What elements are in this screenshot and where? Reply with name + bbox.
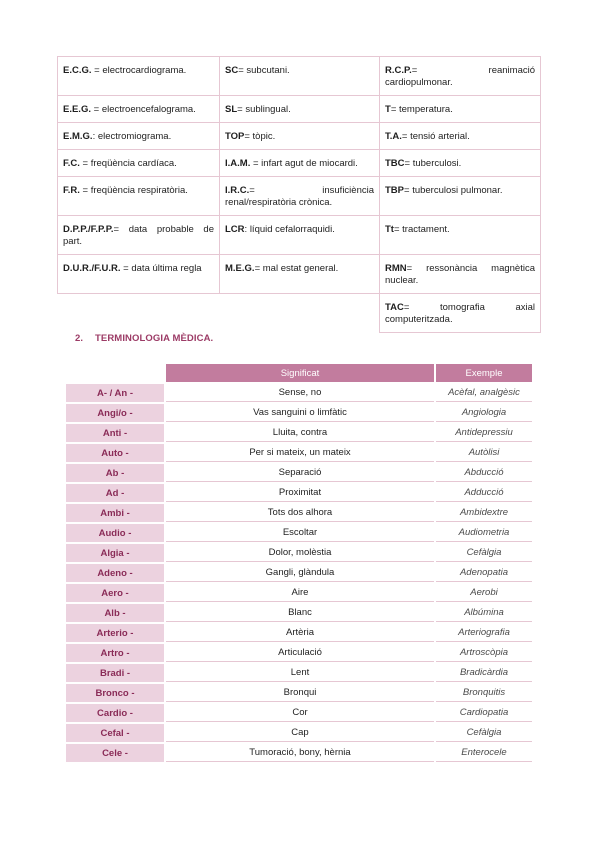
meaning-cell: Tumoració, bony, hèrnia	[166, 744, 434, 762]
abbreviation-cell	[220, 57, 380, 96]
prefix-cell: Ad -	[66, 484, 164, 502]
example-cell: Autòlisi	[436, 444, 532, 462]
abbreviation-cell	[220, 123, 380, 150]
header-meaning: Significat	[166, 364, 434, 382]
abbreviation-separator: =	[406, 263, 427, 274]
terminology-row	[66, 724, 532, 742]
terminology-table	[64, 362, 534, 764]
meaning-cell: Cor	[166, 704, 434, 722]
abbreviation-separator: =	[393, 224, 403, 235]
abbreviation-separator: =	[237, 104, 246, 115]
abbreviation-cell	[58, 177, 220, 216]
abbreviation-separator: =	[90, 104, 102, 115]
abbreviation-term: F.R.	[63, 185, 80, 196]
abbreviation-cell	[58, 57, 220, 96]
abbreviation-term: D.U.R./F.U.R.	[63, 263, 121, 274]
abbreviation-definition: tuberculosi.	[412, 158, 462, 169]
abbreviations-table	[57, 56, 541, 333]
abbreviation-separator: =	[238, 65, 247, 76]
prefix-cell: Aero -	[66, 584, 164, 602]
prefix-cell: Artro -	[66, 644, 164, 662]
terminology-row	[66, 664, 532, 682]
terminology-row	[66, 744, 532, 762]
abbreviation-definition: sublingual.	[245, 104, 291, 115]
abbreviation-row	[58, 294, 541, 333]
abbreviation-definition: freqüència cardíaca.	[90, 158, 177, 169]
prefix-cell: A- / An -	[66, 384, 164, 402]
abbreviation-cell	[380, 255, 541, 294]
abbreviation-row	[58, 123, 541, 150]
abbreviation-cell	[220, 150, 380, 177]
abbreviation-term: R.C.P.	[385, 65, 412, 76]
terminology-row	[66, 644, 532, 662]
abbreviations-table-body	[58, 57, 541, 333]
prefix-cell: Cardio -	[66, 704, 164, 722]
abbreviation-separator: =	[403, 302, 440, 313]
meaning-cell: Vas sanguini o limfàtic	[166, 404, 434, 422]
prefix-cell: Ab -	[66, 464, 164, 482]
abbreviation-cell	[220, 255, 380, 294]
abbreviation-definition: electroencefalograma.	[101, 104, 196, 115]
example-cell: Audiometria	[436, 524, 532, 542]
abbreviation-term: E.M.G.	[63, 131, 93, 142]
abbreviation-cell	[380, 96, 541, 123]
meaning-cell: Blanc	[166, 604, 434, 622]
terminology-row	[66, 484, 532, 502]
abbreviation-definition: tensió arterial.	[410, 131, 470, 142]
abbreviation-definition: freqüència respiratòria.	[90, 185, 188, 196]
prefix-cell: Algia -	[66, 544, 164, 562]
prefix-cell: Adeno -	[66, 564, 164, 582]
meaning-cell: Tots dos alhora	[166, 504, 434, 522]
example-cell: Albúmina	[436, 604, 532, 622]
prefix-cell: Anti -	[66, 424, 164, 442]
abbreviation-separator: =	[91, 65, 103, 76]
abbreviation-cell	[380, 150, 541, 177]
abbreviation-row	[58, 255, 541, 294]
meaning-cell: Lent	[166, 664, 434, 682]
abbreviation-cell	[58, 123, 220, 150]
meaning-cell: Escoltar	[166, 524, 434, 542]
abbreviation-term: D.P.P./F.P.P.	[63, 224, 114, 235]
abbreviation-definition: tractament.	[402, 224, 450, 235]
example-cell: Bronquitis	[436, 684, 532, 702]
terminology-row	[66, 464, 532, 482]
abbreviation-cell	[58, 96, 220, 123]
abbreviation-row	[58, 57, 541, 96]
header-blank-cell	[66, 364, 164, 382]
terminology-row	[66, 404, 532, 422]
section-title: TERMINOLOGIA MÈDICA.	[95, 333, 214, 344]
abbreviation-definition: subcutani.	[246, 65, 290, 76]
abbreviation-separator: =	[404, 158, 413, 169]
abbreviation-term: TOP	[225, 131, 245, 142]
example-cell: Cefàlgia	[436, 724, 532, 742]
example-cell: Enterocele	[436, 744, 532, 762]
abbreviation-definition: temperatura.	[399, 104, 453, 115]
example-cell: Adenopatia	[436, 564, 532, 582]
abbreviation-cell	[380, 216, 541, 255]
header-example: Exemple	[436, 364, 532, 382]
abbreviation-term: T	[385, 104, 391, 115]
abbreviation-term: M.E.G.	[225, 263, 255, 274]
example-cell: Bradicàrdia	[436, 664, 532, 682]
example-cell: Acèfal, analgèsic	[436, 384, 532, 402]
prefix-cell: Angi/o -	[66, 404, 164, 422]
prefix-cell: Bronco -	[66, 684, 164, 702]
abbreviation-cell	[220, 177, 380, 216]
abbreviation-separator: =	[390, 104, 399, 115]
prefix-cell: Bradi -	[66, 664, 164, 682]
abbreviation-definition: tuberculosi pulmonar.	[412, 185, 503, 196]
meaning-cell: Cap	[166, 724, 434, 742]
abbreviation-definition: líquid cefalorraquidi.	[249, 224, 335, 235]
example-cell: Cardiopatia	[436, 704, 532, 722]
abbreviation-cell	[58, 255, 220, 294]
abbreviation-separator: :	[244, 224, 250, 235]
terminology-row	[66, 524, 532, 542]
abbreviation-row	[58, 216, 541, 255]
empty-cell	[220, 294, 380, 333]
abbreviation-term: T.A.	[385, 131, 402, 142]
abbreviation-row	[58, 150, 541, 177]
example-cell: Adducció	[436, 484, 532, 502]
abbreviation-term: I.R.C.	[225, 185, 250, 196]
prefix-cell: Auto -	[66, 444, 164, 462]
abbreviation-term: RMN	[385, 263, 407, 274]
prefix-cell: Arterio -	[66, 624, 164, 642]
abbreviation-separator: =	[79, 158, 91, 169]
abbreviation-separator: =	[120, 263, 132, 274]
abbreviation-cell	[380, 123, 541, 150]
abbreviation-separator: =	[113, 224, 129, 235]
prefix-cell: Ambi -	[66, 504, 164, 522]
abbreviation-separator: =	[244, 131, 253, 142]
abbreviation-cell	[58, 216, 220, 255]
abbreviation-separator: :	[92, 131, 98, 142]
meaning-cell: Articulació	[166, 644, 434, 662]
abbreviation-definition: tomografia axial computeritzada.	[385, 302, 536, 325]
abbreviation-definition: mal estat general.	[262, 263, 339, 274]
example-cell: Aerobi	[436, 584, 532, 602]
section-number: 2.	[75, 333, 84, 344]
meaning-cell: Sense, no	[166, 384, 434, 402]
abbreviation-row	[58, 177, 541, 216]
abbreviation-separator: =	[79, 185, 91, 196]
empty-cell	[58, 294, 220, 333]
abbreviation-definition: tòpic.	[252, 131, 276, 142]
abbreviation-cell	[380, 177, 541, 216]
meaning-cell: Separació	[166, 464, 434, 482]
example-cell: Angiologia	[436, 404, 532, 422]
abbreviation-term: SL	[225, 104, 238, 115]
example-cell: Abducció	[436, 464, 532, 482]
meaning-cell: Dolor, molèstia	[166, 544, 434, 562]
terminology-row	[66, 584, 532, 602]
abbreviation-cell	[220, 96, 380, 123]
abbreviation-cell	[58, 150, 220, 177]
terminology-header-row	[66, 364, 532, 382]
abbreviation-separator: =	[249, 185, 323, 196]
meaning-cell: Per si mateix, un mateix	[166, 444, 434, 462]
terminology-row	[66, 704, 532, 722]
terminology-row	[66, 444, 532, 462]
abbreviation-cell	[380, 57, 541, 96]
abbreviation-definition: data probable de part.	[63, 224, 214, 247]
abbreviation-separator: =	[404, 185, 413, 196]
abbreviation-definition: electromiograma.	[97, 131, 172, 142]
terminology-row	[66, 624, 532, 642]
example-cell: Cefàlgia	[436, 544, 532, 562]
abbreviation-definition: infart agut de miocardi.	[261, 158, 358, 169]
abbreviation-term: TBC	[385, 158, 405, 169]
example-cell: Antidepressiu	[436, 424, 532, 442]
prefix-cell: Alb -	[66, 604, 164, 622]
abbreviation-term: E.E.G.	[63, 104, 91, 115]
meaning-cell: Gangli, glàndula	[166, 564, 434, 582]
meaning-cell: Artèria	[166, 624, 434, 642]
meaning-cell: Lluita, contra	[166, 424, 434, 442]
terminology-row	[66, 504, 532, 522]
meaning-cell: Proximitat	[166, 484, 434, 502]
abbreviation-definition: ressonància magnètica nuclear.	[385, 263, 535, 286]
abbreviation-row	[58, 96, 541, 123]
terminology-row	[66, 604, 532, 622]
abbreviation-term: SC	[225, 65, 239, 76]
terminology-row	[66, 384, 532, 402]
meaning-cell: Bronqui	[166, 684, 434, 702]
abbreviation-term: I.A.M.	[225, 158, 251, 169]
terminology-row	[66, 544, 532, 562]
section-heading	[75, 333, 213, 344]
abbreviation-term: LCR	[225, 224, 245, 235]
abbreviation-term: F.C.	[63, 158, 80, 169]
abbreviation-cell	[220, 216, 380, 255]
abbreviation-definition: insuficiència renal/respiratòria crònica.	[225, 185, 374, 208]
abbreviation-separator: =	[411, 65, 489, 76]
abbreviation-definition: electrocardiograma.	[102, 65, 187, 76]
terminology-row	[66, 424, 532, 442]
abbreviation-separator: =	[250, 158, 262, 169]
abbreviation-cell	[380, 294, 541, 333]
abbreviation-definition: data última regla	[131, 263, 202, 274]
prefix-cell: Cele -	[66, 744, 164, 762]
abbreviation-separator: =	[254, 263, 263, 274]
prefix-cell: Audio -	[66, 524, 164, 542]
meaning-cell: Aire	[166, 584, 434, 602]
example-cell: Arteriografia	[436, 624, 532, 642]
prefix-cell: Cefal -	[66, 724, 164, 742]
example-cell: Ambidextre	[436, 504, 532, 522]
example-cell: Artroscòpia	[436, 644, 532, 662]
terminology-row	[66, 684, 532, 702]
abbreviation-separator: =	[401, 131, 411, 142]
terminology-row	[66, 564, 532, 582]
abbreviation-term: Tt	[385, 224, 394, 235]
abbreviation-definition: reanimació cardiopulmonar.	[385, 65, 535, 88]
abbreviation-term: E.C.G.	[63, 65, 92, 76]
abbreviation-term: TAC	[385, 302, 404, 313]
terminology-table-body	[66, 384, 532, 762]
abbreviation-term: TBP	[385, 185, 404, 196]
